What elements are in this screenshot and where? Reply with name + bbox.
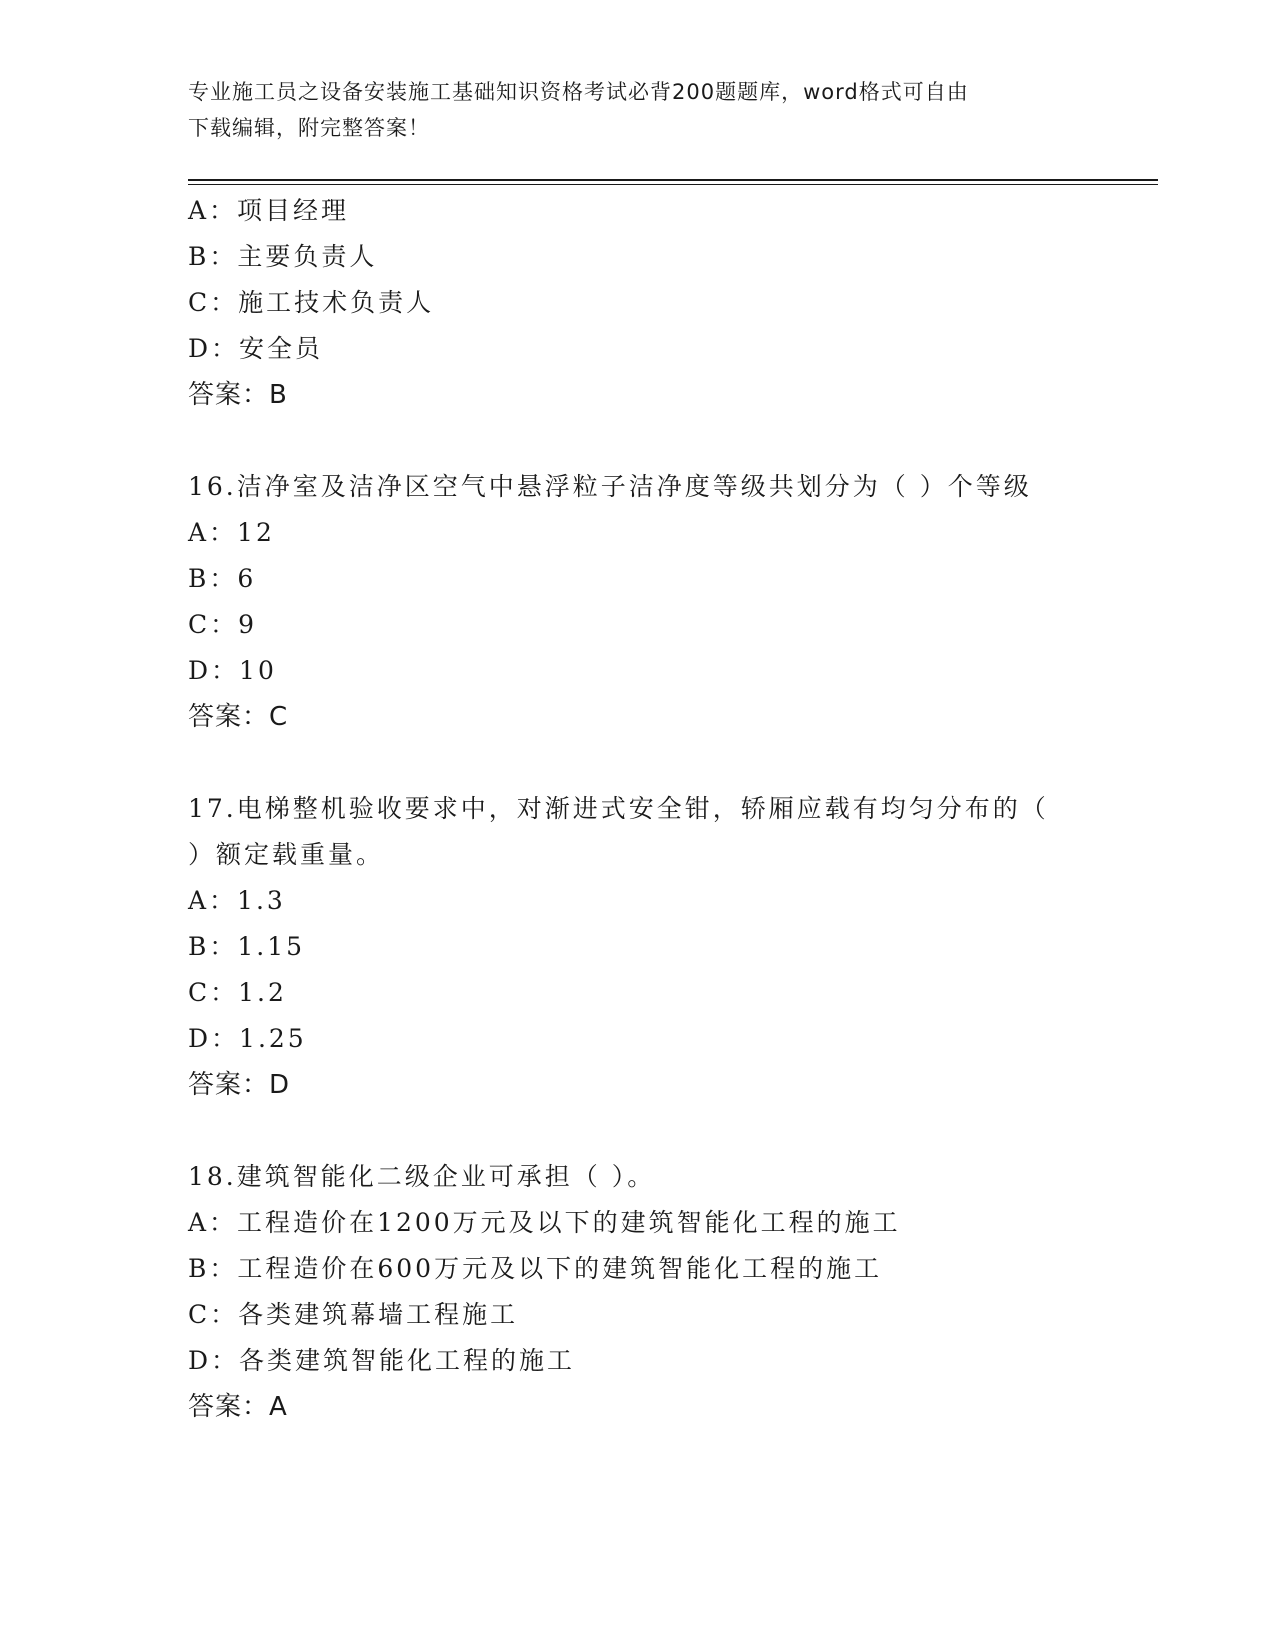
answer-line: 答案：A (188, 1392, 288, 1422)
header-line-2: 下载编辑，附完整答案！ (188, 116, 430, 140)
question-text-line-1: 17.电梯整机验收要求中，对渐进式安全钳，轿厢应载有均匀分布的（ (188, 794, 1049, 823)
question-15-block (188, 188, 1088, 418)
question-text: 16.洁净室及洁净区空气中悬浮粒子洁净度等级共划分为（ ）个等级 (188, 472, 1032, 501)
document-header (188, 74, 1088, 146)
option-c: C：各类建筑幕墙工程施工 (188, 1300, 519, 1329)
option-a: A：工程造价在1200万元及以下的建筑智能化工程的施工 (188, 1208, 901, 1237)
answer-line: 答案：B (188, 380, 288, 410)
question-18-block (188, 1154, 1088, 1430)
option-d: D：各类建筑智能化工程的施工 (188, 1346, 576, 1375)
question-text: 18.建筑智能化二级企业可承担（ ）。 (188, 1162, 656, 1191)
option-c: C：施工技术负责人 (188, 288, 435, 317)
option-d: D：10 (188, 656, 277, 685)
option-c: C：1.2 (188, 978, 287, 1007)
question-list (188, 188, 1088, 1430)
option-b: B：主要负责人 (188, 242, 378, 271)
question-17-block (188, 786, 1088, 1108)
question-16-block (188, 464, 1088, 740)
option-d: D：安全员 (188, 334, 324, 363)
question-text-line-2: ）额定载重量。 (188, 840, 385, 869)
option-b: B：工程造价在600万元及以下的建筑智能化工程的施工 (188, 1254, 883, 1283)
option-b: B：1.15 (188, 932, 306, 961)
spacer (188, 1108, 1088, 1154)
option-b: B：6 (188, 564, 257, 593)
option-a: A：12 (188, 518, 275, 547)
spacer (188, 740, 1088, 786)
option-c: C：9 (188, 610, 258, 639)
header-line-1: 专业施工员之设备安装施工基础知识资格考试必背200题题库，word格式可自由 (188, 80, 969, 104)
answer-line: 答案：D (188, 1070, 291, 1100)
header-divider-thin (188, 184, 1158, 185)
option-a: A：1.3 (188, 886, 286, 915)
header-divider-thick (188, 179, 1158, 181)
answer-line: 答案：C (188, 702, 289, 732)
spacer (188, 418, 1088, 464)
option-d: D：1.25 (188, 1024, 307, 1053)
option-a: A：项目经理 (188, 196, 350, 225)
